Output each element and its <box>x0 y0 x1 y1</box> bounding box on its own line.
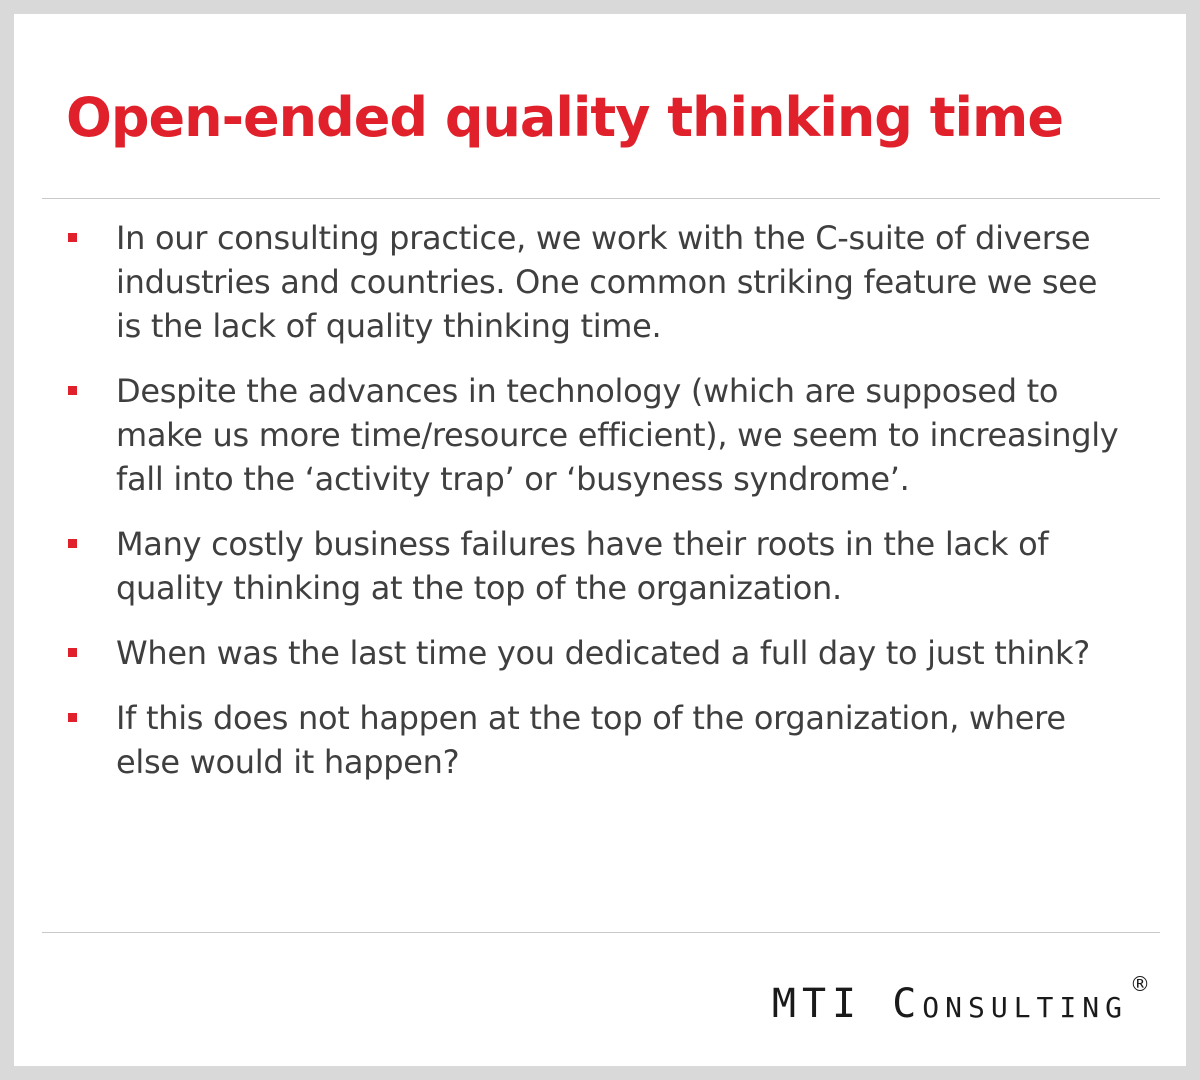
square-bullet-icon <box>68 648 77 657</box>
bullet-item <box>66 369 1126 501</box>
bullet-text: When was the last time you dedicated a full day to just think? <box>116 634 1090 672</box>
bottom-divider <box>42 932 1160 933</box>
bullet-item <box>66 522 1126 610</box>
bullet-item <box>66 216 1126 348</box>
company-logo <box>771 972 1150 1036</box>
logo-wordmark: MTI Consulting <box>771 981 1128 1027</box>
registered-mark-icon: ® <box>1130 972 1150 996</box>
bullet-text: In our consulting practice, we work with the C-suite of diverse industries and countries. One common striking feature we see is the lack of quality thinking time. <box>116 219 1098 345</box>
square-bullet-icon <box>68 233 77 242</box>
square-bullet-icon <box>68 539 77 548</box>
bullet-list <box>66 216 1126 805</box>
square-bullet-icon <box>68 713 77 722</box>
bullet-item <box>66 631 1126 675</box>
slide-title: Open-ended quality thinking time <box>66 86 1063 149</box>
bullet-text: Many costly business failures have their roots in the lack of quality thinking at the top of the organization. <box>116 525 1049 607</box>
slide-card <box>14 14 1186 1066</box>
bullet-item <box>66 696 1126 784</box>
square-bullet-icon <box>68 386 77 395</box>
top-divider <box>42 198 1160 199</box>
bullet-text: If this does not happen at the top of the organization, where else would it happen? <box>116 699 1066 781</box>
bullet-text: Despite the advances in technology (which are supposed to make us more time/resource efficient), we seem to increasingly fall into the ‘activity trap’ or ‘busyness syndrome’. <box>116 372 1119 498</box>
